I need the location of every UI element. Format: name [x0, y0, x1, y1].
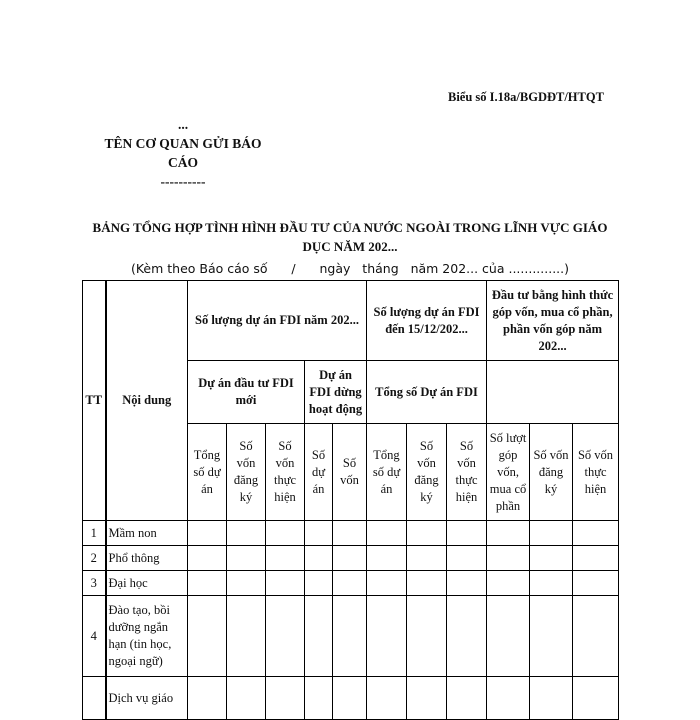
header-stopped-projects: Dự án FDI dừng hoạt động [305, 361, 367, 424]
header-actual-capital-3: Số vốn thực hiện [573, 424, 619, 521]
document-title: BẢNG TỔNG HỢP TÌNH HÌNH ĐẦU TƯ CỦA NƯỚC NGOÀI TRONG LĨNH VỰC GIÁO DỤC NĂM 202... [92, 220, 608, 254]
row-content: Đào tạo, bồi dưỡng ngắn hạn (tin học, ngoại ngữ) [106, 596, 188, 677]
table-row [83, 596, 619, 677]
row-content: Phổ thông [106, 546, 188, 571]
row-tt: 4 [83, 596, 106, 677]
header-reg-capital: Số vốn đăng ký [227, 424, 266, 521]
header-fdi-year: Số lượng dự án FDI năm 202... [188, 281, 367, 361]
header-total-projects: Tổng số dự án [188, 424, 227, 521]
agency-separator: ---------- [160, 174, 206, 189]
header-reg-capital-2: Số vốn đăng ký [407, 424, 447, 521]
header-content: Nội dung [106, 281, 188, 521]
row-content: Mầm non [106, 521, 188, 546]
header-num-projects: Số dự án [305, 424, 333, 521]
header-contrib-count: Số lượt góp vốn, mua cổ phần [487, 424, 530, 521]
header-invest-empty [487, 361, 619, 424]
header-tt: TT [83, 281, 106, 521]
table-row [83, 677, 619, 720]
row-tt [83, 677, 106, 720]
report-table [82, 280, 619, 720]
header-actual-capital-2: Số vốn thực hiện [447, 424, 487, 521]
header-reg-capital-3: Số vốn đăng ký [530, 424, 573, 521]
agency-block [98, 115, 268, 191]
header-capital: Số vốn [333, 424, 367, 521]
row-tt: 1 [83, 521, 106, 546]
header-total-projects-2: Tổng số dự án [367, 424, 407, 521]
table-row [83, 521, 619, 546]
row-content: Đại học [106, 571, 188, 596]
header-invest: Đầu tư bằng hình thức góp vốn, mua cổ phần, phần vốn góp năm 202... [487, 281, 619, 361]
header-fdi-total: Số lượng dự án FDI đến 15/12/202... [367, 281, 487, 361]
header-row-1 [83, 281, 619, 361]
header-total-fdi: Tổng số Dự án FDI [367, 361, 487, 424]
document-subtitle: (Kèm theo Báo cáo số / ngày tháng năm 202... của ..............) [130, 261, 569, 276]
form-code: Biểu số I.18a/BGDĐT/HTQT [448, 90, 604, 104]
agency-dots: ... [177, 117, 189, 132]
header-new-projects: Dự án đầu tư FDI mới [188, 361, 305, 424]
row-content: Dịch vụ giáo [106, 677, 188, 720]
table-row [83, 546, 619, 571]
agency-name: TÊN CƠ QUAN GỬI BÁO CÁO [104, 136, 262, 170]
row-tt: 3 [83, 571, 106, 596]
header-actual-capital: Số vốn thực hiện [266, 424, 305, 521]
row-tt: 2 [83, 546, 106, 571]
table-row [83, 571, 619, 596]
